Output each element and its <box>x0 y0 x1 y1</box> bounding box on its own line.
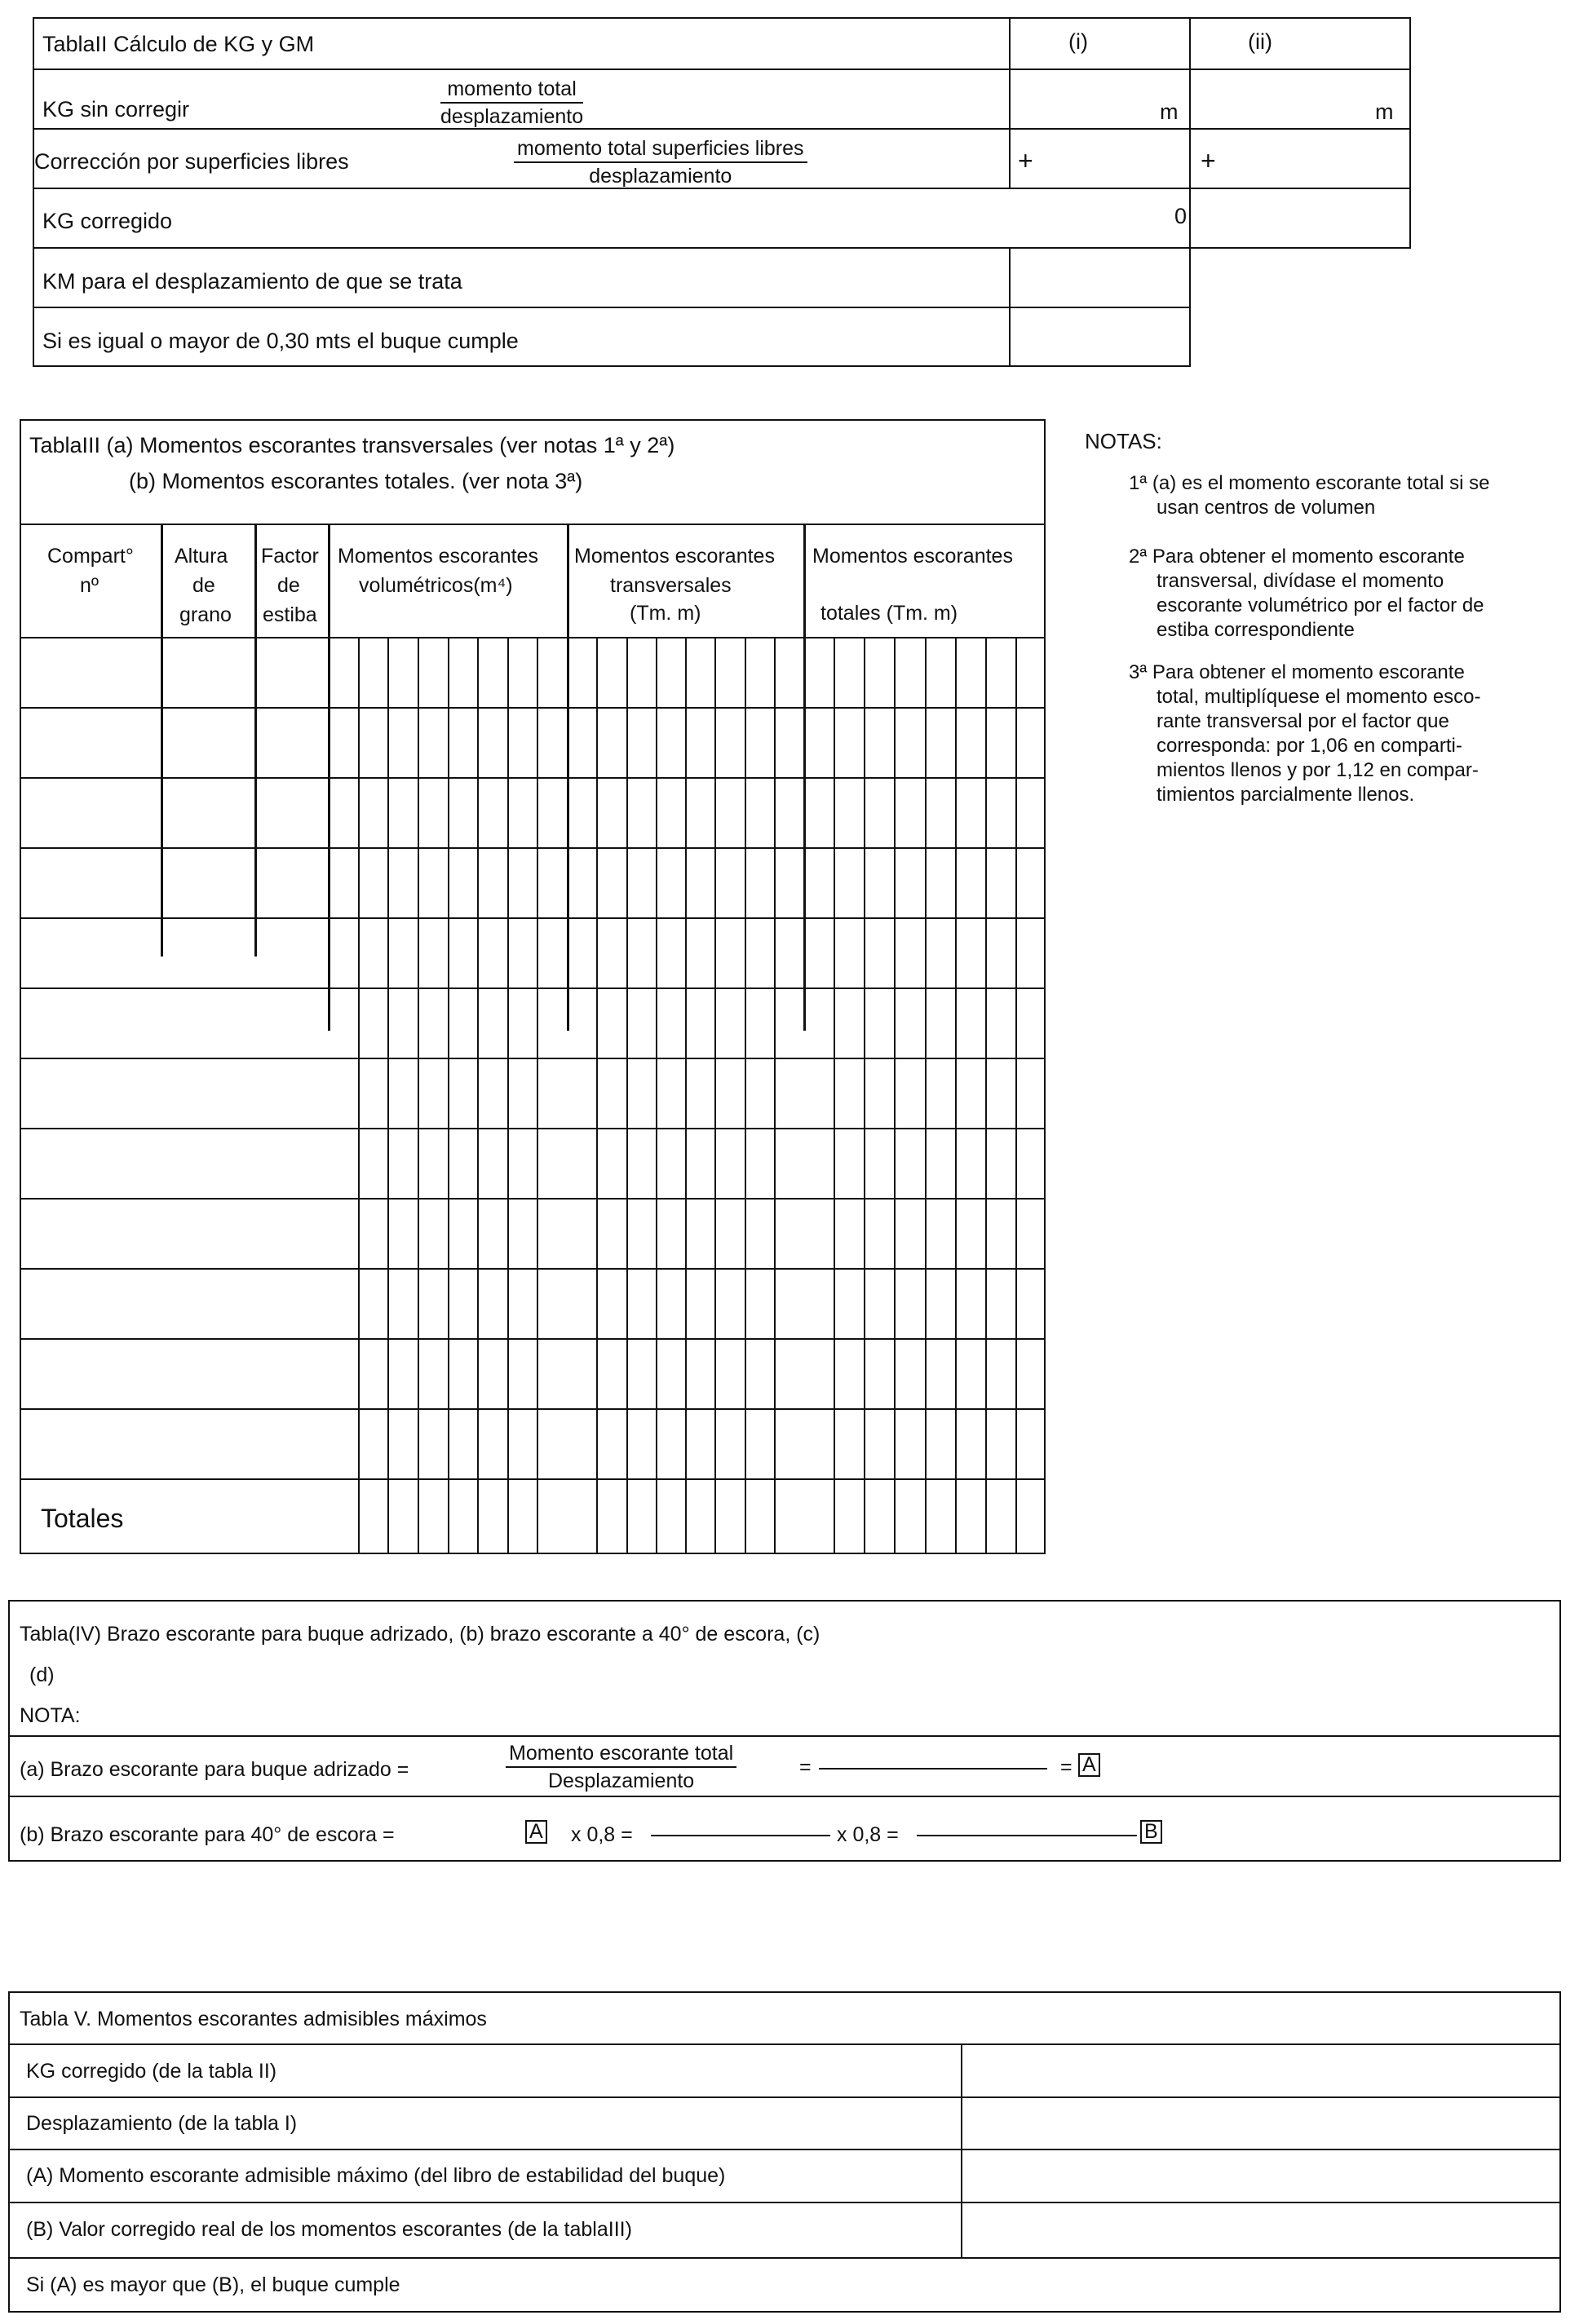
hdr-volumetricos: Momentos escorantes <box>338 545 538 568</box>
brazo-b-mult-2: x 0,8 = <box>837 1823 899 1846</box>
tabla-iii-row-line <box>20 1478 1046 1480</box>
tabla-v-row-a: (A) Momento escorante admisible máximo (del libro de estabilidad del buque) <box>26 2164 726 2187</box>
tabla-iii-subcol-line <box>537 637 538 1553</box>
tabla-iii-subcol-line <box>1015 637 1017 1553</box>
kg-fraction-numerator: momento total <box>440 79 583 104</box>
tabla-ii-title: TablaII Cálculo de KG y GM <box>42 32 315 56</box>
unit-m-i: m <box>1160 99 1179 124</box>
tabla-v-row-b: (B) Valor corregido real de los momentos escorantes (de la tablaIII) <box>26 2218 632 2241</box>
tabla-iii-row-line <box>20 847 1046 849</box>
tabla-iii-title-b: (b) Momentos escorantes totales. (ver nota 3ª) <box>129 469 583 493</box>
tabla-iii-subcol-line <box>418 637 419 1553</box>
hdr-totales: Momentos escorantes <box>812 545 1013 568</box>
tabla-iii-row-line <box>20 1058 1046 1059</box>
correccion-fraction-numerator: momento total superficies libres <box>514 139 807 163</box>
tabla-iii-subcol-line <box>477 637 479 1553</box>
tabla-iii-subcol-line <box>448 637 449 1553</box>
tabla-iii-row-line <box>20 707 1046 709</box>
tabla-iii-subcol-line <box>864 637 865 1553</box>
tabla-iii-row-line <box>20 1128 1046 1129</box>
tabla-iii-title-a: TablaIII (a) Momentos escorantes transversales (ver notas 1ª y 2ª) <box>29 433 675 457</box>
box-b: B <box>1140 1820 1162 1844</box>
hdr-factor: Factor <box>261 545 319 568</box>
col-ii-header: (ii) <box>1248 29 1272 54</box>
tabla-iii-subcol-line <box>626 637 628 1553</box>
brazo-b-label: (b) Brazo escorante para 40° de escora = <box>20 1823 395 1846</box>
nota-1: 1ª (a) es el momento escorante total si se usan centros de volumen <box>1129 472 1490 519</box>
tabla-iii-col-line <box>254 524 257 957</box>
totales-label: Totales <box>41 1504 124 1533</box>
hdr-volumetricos-unit: volumétricos(m⁴) <box>359 574 513 597</box>
col-i-header: (i) <box>1068 29 1088 54</box>
brazo-a-eq: = <box>799 1756 812 1778</box>
tabla-iii-row-line <box>20 1268 1046 1270</box>
brazo-a-denominator: Desplazamiento <box>547 1770 695 1792</box>
hdr-factor-de: de <box>277 574 300 597</box>
brazo-a-fraction <box>506 1743 736 1792</box>
tabla-iii-subcol-line <box>714 637 716 1553</box>
nota-2: 2ª Para obtener el momento escorante transversal, divídase el momento escorante volumétrico por el factor de estiba correspondiente <box>1129 546 1484 641</box>
correccion-fraction-denominator: desplazamiento <box>589 165 732 188</box>
unit-m-ii: m <box>1375 99 1394 124</box>
tabla-iii-subcol-line <box>774 637 776 1553</box>
correccion-label: Corrección por superficies libres <box>34 149 349 174</box>
tabla-iii-subcol-line <box>596 637 598 1553</box>
tabla-iii-subcol-line <box>955 637 957 1553</box>
notas-title: NOTAS: <box>1085 429 1162 453</box>
tabla-iii-row-line <box>20 1198 1046 1200</box>
tabla-v-row-cumple: Si (A) es mayor que (B), el buque cumple <box>26 2273 400 2296</box>
hdr-compart-n: nº <box>80 574 100 597</box>
kg-fraction <box>440 79 583 127</box>
plus-ii: + <box>1201 146 1216 175</box>
tabla-iii-row-line <box>20 777 1046 779</box>
tabla-iii-subcol-line <box>894 637 896 1553</box>
tabla-iii-subcol-line <box>985 637 987 1553</box>
hdr-transversales-unit: (Tm. m) <box>630 602 701 625</box>
tabla-iii-subcol-line <box>507 637 509 1553</box>
tabla-iii-row-line <box>20 1408 1046 1410</box>
hdr-totales-unit: totales (Tm. m) <box>820 602 958 625</box>
box-a: A <box>1078 1753 1100 1777</box>
tabla-iii-col-line <box>567 524 569 1031</box>
brazo-a-label: (a) Brazo escorante para buque adrizado = <box>20 1758 409 1781</box>
tabla-iii-row-line <box>20 917 1046 919</box>
tabla-iii-col-line <box>161 524 163 957</box>
box-a-ref: A <box>525 1820 547 1844</box>
tabla-iii-subcol-line <box>925 637 927 1553</box>
tabla-iii-subcol-line <box>387 637 389 1553</box>
brazo-a-numerator: Momento escorante total <box>506 1743 736 1768</box>
hdr-compart: Compart° <box>47 545 134 568</box>
tabla-v-row-desplazamiento: Desplazamiento (de la tabla I) <box>26 2112 298 2135</box>
tabla-iii-row-line <box>20 987 1046 989</box>
cumple-label: Si es igual o mayor de 0,30 mts el buque cumple <box>42 329 519 353</box>
hdr-altura-de: de <box>192 574 215 597</box>
zero-value: 0 <box>1174 204 1188 228</box>
brazo-b-blank-1 <box>651 1835 830 1836</box>
brazo-b-blank-2 <box>917 1835 1137 1836</box>
kg-sin-corregir-label: KG sin corregir <box>42 97 190 122</box>
tabla-iii-col-line <box>803 524 806 1031</box>
tabla-v-row-kg: KG corregido (de la tabla II) <box>26 2060 277 2083</box>
tabla-iii-subcol-line <box>745 637 746 1553</box>
kg-corregido-label: KG corregido <box>42 209 173 233</box>
brazo-a-eq-2: = <box>1060 1756 1073 1778</box>
kg-fraction-denominator: desplazamiento <box>440 105 584 128</box>
plus-i: + <box>1018 146 1033 175</box>
tabla-iii-subcol-line <box>656 637 657 1553</box>
hdr-transversales: Momentos escorantes <box>574 545 775 568</box>
hdr-altura-grano: grano <box>179 603 232 626</box>
tabla-iii-subcol-line <box>358 637 360 1553</box>
hdr-transversales-2: transversales <box>610 574 732 597</box>
nota-3: 3ª Para obtener el momento escorante total, multiplíquese el momento esco- rante transversal por el factor que corresponda: por 1,06 en comparti- mientos llenos y por 1,12 en compar- timientos parcialmente llenos. <box>1129 661 1481 806</box>
correccion-fraction <box>514 139 807 187</box>
hdr-altura: Altura <box>175 545 228 568</box>
tabla-iv-d: (d) <box>29 1663 55 1686</box>
tabla-iii-subcol-line <box>834 637 835 1553</box>
tabla-v-title: Tabla V. Momentos escorantes admisibles máximos <box>20 2008 487 2030</box>
tabla-iii-row-line <box>20 1338 1046 1340</box>
tabla-iii-col-line <box>328 524 330 1031</box>
tabla-iv-nota: NOTA: <box>20 1704 81 1727</box>
km-label: KM para el desplazamiento de que se trata <box>42 269 462 294</box>
brazo-b-mult: x 0,8 = <box>571 1823 633 1846</box>
hdr-factor-estiba: estiba <box>263 603 317 626</box>
tabla-iv-title: Tabla(IV) Brazo escorante para buque adrizado, (b) brazo escorante a 40° de escora, (c) <box>20 1623 820 1646</box>
tabla-iii-subcol-line <box>685 637 687 1553</box>
brazo-a-blank <box>819 1768 1047 1770</box>
